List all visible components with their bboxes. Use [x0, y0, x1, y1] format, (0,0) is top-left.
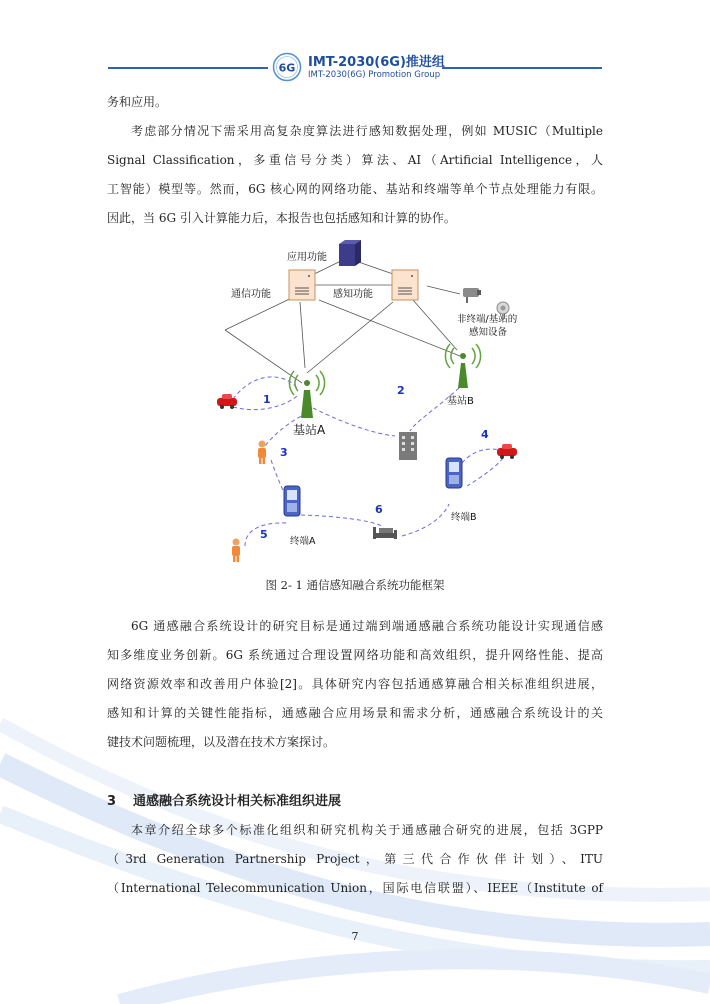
label-app-function: 应用功能: [287, 252, 327, 263]
label-sensing-device: 感知设备: [469, 327, 508, 338]
text-line: 因此，当 6G 引入计算能力后，本报告也包括感知和计算的协作。: [107, 211, 456, 225]
person-icon: [232, 539, 240, 563]
building-icon: [399, 432, 417, 460]
text-line: 键技术问题梳理，以及潜在技术方案探讨。: [107, 735, 336, 749]
text-line: 本章介绍全球多个标准化组织和研究机构关于通感融合研究的进展，包括 3GPP: [131, 823, 603, 837]
label-base-station-b: 基站B: [447, 396, 474, 407]
isac-framework-diagram: [205, 238, 535, 568]
text-line: 知多维度业务创新。6G 系统通过合理设置网络功能和高效组织，提升网络性能、提高: [107, 648, 603, 662]
header-line-left: [108, 67, 268, 69]
text-line: 工智能）模型等。然而，6G 核心网的网络功能、基站和终端等单个节点处理能力有限。: [107, 182, 603, 196]
text-line: 网络资源效率和改善用户体验[2]。具体研究内容包括通感算融合相关标准组织进展，: [107, 677, 603, 691]
network-links: [225, 258, 460, 383]
link-number-3: 3: [280, 446, 288, 459]
camera-icon: [463, 288, 481, 303]
paragraph-sensing-computation: [107, 117, 603, 233]
logo-text: 6G: [278, 61, 296, 75]
label-sensing-function: 感知功能: [333, 289, 373, 300]
section-heading: [107, 790, 341, 809]
org-name-cn: IMT-2030(6G)推进组: [308, 55, 445, 70]
text-line: 考虑部分情况下需采用高复杂度算法进行感知数据处理，例如 MUSIC（Multiple: [131, 124, 603, 138]
link-number-5: 5: [260, 528, 268, 541]
page-number: 7: [351, 930, 359, 943]
text-line: 务和应用。: [107, 95, 168, 109]
sensing-function-box-icon: [392, 270, 418, 300]
org-name-en: IMT-2030(6G) Promotion Group: [308, 70, 441, 80]
paragraph-standards-intro: [107, 816, 603, 903]
section-number: 3: [107, 794, 117, 809]
link-number-4: 4: [481, 428, 489, 441]
label-comm-function: 通信功能: [231, 289, 271, 300]
link-number-1: 1: [263, 393, 271, 406]
car-icon: [497, 444, 517, 459]
base-station-b-icon: [445, 344, 480, 388]
text-line: 6G 通感融合系统设计的研究目标是通过端到端通感融合系统功能设计实现通信感: [131, 619, 603, 633]
terminal-b-phone-icon: [446, 458, 462, 488]
terminal-a-phone-icon: [284, 486, 300, 516]
label-base-station-a: 基站A: [293, 423, 326, 437]
imt2030-logo-icon: [272, 52, 302, 82]
comm-function-box-icon: [289, 270, 315, 300]
label-terminal-b: 终端B: [451, 512, 477, 523]
link-number-6: 6: [375, 503, 383, 516]
text-line: （3rd Generation Partnership Project，第三代合作伙伴计划）、ITU: [107, 852, 603, 866]
server-icon: [339, 240, 361, 266]
label-terminal-a: 终端A: [290, 536, 316, 547]
paragraph-research-goal: [107, 612, 603, 757]
text-line: Signal Classification，多重信号分类）算法、AI（Artificial Intelligence，人: [107, 153, 603, 167]
text-line: （International Telecommunication Union，国际电信联盟）、IEEE（Institute of: [107, 881, 603, 895]
section-title: 通感融合系统设计相关标准组织进展: [133, 794, 342, 809]
header-line-right: [442, 67, 602, 69]
link-number-2: 2: [397, 384, 405, 397]
text-line: 感知和计算的关键性能指标，通感融合应用场景和需求分析，通感融合系统设计的关: [107, 706, 603, 720]
bed-icon: [373, 527, 397, 539]
paragraph-continuation: [107, 88, 603, 117]
label-non-terminal: 非终端/基站的: [457, 314, 518, 325]
figure-caption: 图 2- 1 通信感知融合系统功能框架: [265, 578, 445, 592]
person-icon: [258, 441, 266, 465]
